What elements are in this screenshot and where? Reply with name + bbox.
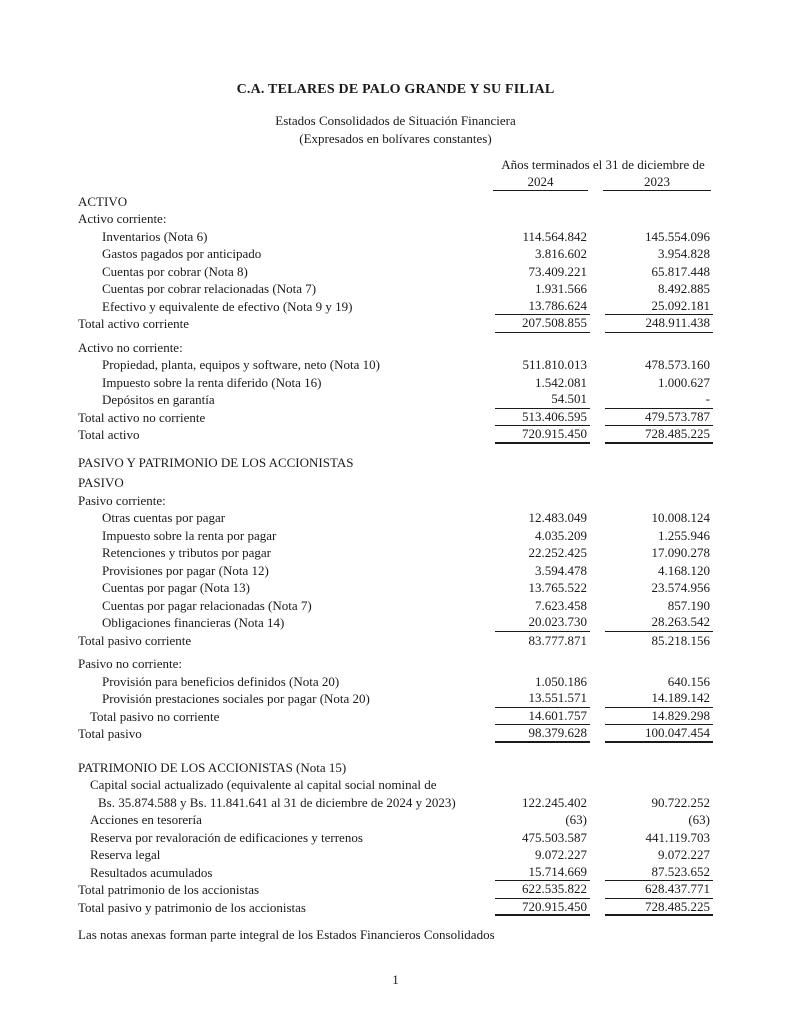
row-label: Reserva por revaloración de edificaciones y terrenos bbox=[90, 829, 363, 845]
row-label: Total activo corriente bbox=[78, 316, 189, 331]
value-2023: 1.255.946 bbox=[658, 527, 710, 543]
statement-row bbox=[78, 391, 713, 409]
value-2023: 65.817.448 bbox=[651, 263, 710, 279]
row-label: Obligaciones financieras (Nota 14) bbox=[102, 615, 285, 630]
statement-row bbox=[78, 228, 713, 246]
statement-row bbox=[78, 776, 713, 794]
value-2024: 622.535.822 bbox=[495, 881, 590, 899]
row-label: Inventarios (Nota 6) bbox=[102, 228, 208, 244]
row-label: Total pasivo corriente bbox=[78, 632, 192, 648]
value-2023: 85.218.156 bbox=[651, 632, 710, 648]
row-label: Provisiones por pagar (Nota 12) bbox=[102, 562, 269, 578]
section-label: Activo no corriente: bbox=[78, 339, 183, 355]
row-label: Impuesto sobre la renta diferido (Nota 16) bbox=[102, 374, 322, 390]
column-header bbox=[78, 156, 713, 191]
value-2024: 1.931.566 bbox=[535, 281, 587, 296]
value-2023: (63) bbox=[688, 812, 710, 827]
value-2023: 8.492.885 bbox=[658, 281, 710, 296]
value-2024: 83.777.871 bbox=[528, 632, 587, 648]
value-2024: 54.501 bbox=[495, 391, 590, 409]
row-label: Depósitos en garantía bbox=[102, 392, 215, 407]
value-2024: 15.714.669 bbox=[495, 864, 590, 882]
section-label: Pasivo no corriente: bbox=[78, 656, 182, 671]
row-label: Impuesto sobre la renta por pagar bbox=[102, 527, 277, 543]
statement-row bbox=[78, 846, 713, 864]
statement-body bbox=[78, 193, 713, 917]
statement-row bbox=[78, 673, 713, 691]
statement-row bbox=[78, 614, 713, 632]
value-2023: 14.829.298 bbox=[605, 708, 713, 726]
row-label: Cuentas por cobrar relacionadas (Nota 7) bbox=[102, 281, 317, 296]
value-2024: 98.379.628 bbox=[495, 725, 590, 743]
value-2024: 1.050.186 bbox=[535, 673, 587, 689]
value-2023: 100.047.454 bbox=[605, 725, 713, 743]
value-2023: 3.954.828 bbox=[658, 246, 710, 261]
value-2024: 513.406.595 bbox=[495, 409, 590, 427]
row-label: Total patrimonio de los accionistas bbox=[78, 882, 260, 897]
value-2024: 22.252.425 bbox=[528, 545, 587, 560]
value-2024: 3.594.478 bbox=[535, 562, 587, 578]
section-label: PASIVO bbox=[78, 475, 124, 490]
statement-subtitle: Estados Consolidados de Situación Financiera bbox=[275, 113, 516, 128]
row-label: Cuentas por pagar (Nota 13) bbox=[102, 580, 251, 595]
value-2023: 248.911.438 bbox=[605, 315, 713, 333]
section-row-pasivo-patrimonio bbox=[78, 454, 713, 472]
value-2023: - bbox=[605, 391, 713, 409]
value-2024: 13.786.624 bbox=[495, 298, 590, 316]
statement-row bbox=[78, 509, 713, 527]
period-header: Años terminados el 31 de diciembre de bbox=[501, 157, 705, 172]
value-2024: 13.551.571 bbox=[495, 690, 590, 708]
section-row-activo bbox=[78, 193, 713, 211]
value-2024: 3.816.602 bbox=[535, 246, 587, 261]
currency-subtitle: (Expresados en bolívares constantes) bbox=[299, 130, 492, 146]
row-label: Total pasivo y patrimonio de los accionistas bbox=[78, 899, 306, 915]
statement-row bbox=[78, 811, 713, 829]
value-2023: 9.072.227 bbox=[658, 847, 710, 862]
value-2023: 728.485.225 bbox=[605, 899, 713, 917]
value-2024: 12.483.049 bbox=[528, 510, 587, 525]
subtotal-row bbox=[78, 409, 713, 427]
value-2024: 475.503.587 bbox=[522, 829, 587, 845]
column-header-block bbox=[493, 156, 713, 191]
statement-row bbox=[78, 356, 713, 374]
row-label: Reserva legal bbox=[90, 847, 161, 862]
section-row-activo-no-corriente bbox=[78, 339, 713, 357]
subtotal-row bbox=[78, 881, 713, 899]
row-label: Bs. 35.874.588 y Bs. 11.841.641 al 31 de diciembre de 2024 y 2023) bbox=[98, 794, 456, 810]
value-2024: 511.810.013 bbox=[522, 357, 587, 372]
year-2023-header: 2023 bbox=[603, 174, 711, 191]
value-2024: 122.245.402 bbox=[522, 794, 587, 810]
value-2023: 25.092.181 bbox=[605, 298, 713, 316]
value-2024: 1.542.081 bbox=[535, 374, 587, 390]
row-label: Total pasivo bbox=[78, 726, 142, 741]
section-row-pasivo-corriente bbox=[78, 492, 713, 510]
value-2023: 728.485.225 bbox=[605, 426, 713, 444]
value-2024: 720.915.450 bbox=[495, 426, 590, 444]
row-label: Resultados acumulados bbox=[90, 864, 213, 880]
grand-total-row bbox=[78, 725, 713, 743]
footer-note: Las notas anexas forman parte integral de los Estados Financieros Consolidados bbox=[78, 927, 495, 942]
value-2024: 720.915.450 bbox=[495, 899, 590, 917]
value-2023: 1.000.627 bbox=[658, 374, 710, 390]
year-headers bbox=[493, 174, 713, 191]
statement-row bbox=[78, 298, 713, 316]
row-label: Retenciones y tributos por pagar bbox=[102, 545, 271, 560]
grand-total-row bbox=[78, 899, 713, 917]
statement-row bbox=[78, 280, 713, 298]
value-2024: 4.035.209 bbox=[535, 527, 587, 543]
section-label: Pasivo corriente: bbox=[78, 492, 166, 508]
value-2024: 14.601.757 bbox=[495, 708, 590, 726]
row-label: Cuentas por pagar relacionadas (Nota 7) bbox=[102, 597, 312, 613]
row-label: Propiedad, planta, equipos y software, neto (Nota 10) bbox=[102, 357, 380, 372]
section-row-patrimonio bbox=[78, 759, 713, 777]
year-2024-header: 2024 bbox=[493, 174, 588, 191]
value-2023: 28.263.542 bbox=[605, 614, 713, 632]
section-label: ACTIVO bbox=[78, 193, 128, 209]
row-label: Total activo no corriente bbox=[78, 409, 206, 425]
company-title: C.A. TELARES DE PALO GRANDE Y SU FILIAL bbox=[236, 82, 555, 97]
statement-row bbox=[78, 544, 713, 562]
statement-row bbox=[78, 527, 713, 545]
row-label: Cuentas por cobrar (Nota 8) bbox=[102, 263, 248, 279]
value-2023: 857.190 bbox=[667, 597, 710, 613]
value-2023: 14.189.142 bbox=[605, 690, 713, 708]
statement-row bbox=[78, 864, 713, 882]
section-label: PASIVO Y PATRIMONIO DE LOS ACCIONISTAS bbox=[78, 454, 354, 470]
value-2024: 20.023.730 bbox=[495, 614, 590, 632]
value-2023: 478.573.160 bbox=[645, 357, 710, 372]
value-2023: 441.119.703 bbox=[645, 829, 710, 845]
value-2024: 9.072.227 bbox=[535, 847, 587, 862]
statement-row bbox=[78, 829, 713, 847]
row-label: Otras cuentas por pagar bbox=[102, 510, 226, 525]
grand-total-row bbox=[78, 426, 713, 444]
section-label: PATRIMONIO DE LOS ACCIONISTAS (Nota 15) bbox=[78, 759, 347, 775]
value-2023: 17.090.278 bbox=[651, 545, 710, 560]
subtotal-row bbox=[78, 708, 713, 726]
row-label: Provisión para beneficios definidos (Nota 20) bbox=[102, 673, 340, 689]
value-2023: 23.574.956 bbox=[651, 580, 710, 595]
statement-row bbox=[78, 245, 713, 263]
value-2024: 13.765.522 bbox=[528, 580, 587, 595]
row-label: Gastos pagados por anticipado bbox=[102, 246, 262, 261]
section-row-pasivo-no-corriente bbox=[78, 655, 713, 673]
subtotal-row bbox=[78, 315, 713, 333]
value-2024: 73.409.221 bbox=[528, 263, 587, 279]
value-2023: 640.156 bbox=[667, 673, 710, 689]
row-label: Provisión prestaciones sociales por pagar (Nota 20) bbox=[102, 691, 370, 706]
statement-row bbox=[78, 690, 713, 708]
section-label: Activo corriente: bbox=[78, 211, 167, 226]
row-label: Total pasivo no corriente bbox=[90, 708, 220, 724]
value-2023: 90.722.252 bbox=[651, 794, 710, 810]
page-number: 1 bbox=[392, 971, 399, 987]
value-2023: 145.554.096 bbox=[645, 228, 710, 244]
subtotal-row bbox=[78, 632, 713, 650]
statement-row bbox=[78, 597, 713, 615]
row-label: Capital social actualizado (equivalente al capital social nominal de bbox=[90, 777, 437, 792]
statement-row bbox=[78, 579, 713, 597]
value-2023: 628.437.771 bbox=[605, 881, 713, 899]
value-2024: (63) bbox=[565, 812, 587, 827]
statement-row bbox=[78, 562, 713, 580]
value-2023: 479.573.787 bbox=[605, 409, 713, 427]
value-2023: 10.008.124 bbox=[651, 510, 710, 525]
value-2024: 207.508.855 bbox=[495, 315, 590, 333]
row-label: Efectivo y equivalente de efectivo (Nota 9 y 19) bbox=[102, 298, 353, 314]
statement-row bbox=[78, 263, 713, 281]
value-2023: 87.523.652 bbox=[605, 864, 713, 882]
value-2023: 4.168.120 bbox=[658, 562, 710, 578]
value-2024: 7.623.458 bbox=[535, 597, 587, 613]
row-label: Acciones en tesorería bbox=[90, 812, 202, 827]
section-row-pasivo bbox=[78, 474, 713, 492]
section-row-activo-corriente bbox=[78, 210, 713, 228]
value-2024: 114.564.842 bbox=[522, 228, 587, 244]
statement-row bbox=[78, 794, 713, 812]
statement-row bbox=[78, 374, 713, 392]
row-label: Total activo bbox=[78, 427, 140, 442]
